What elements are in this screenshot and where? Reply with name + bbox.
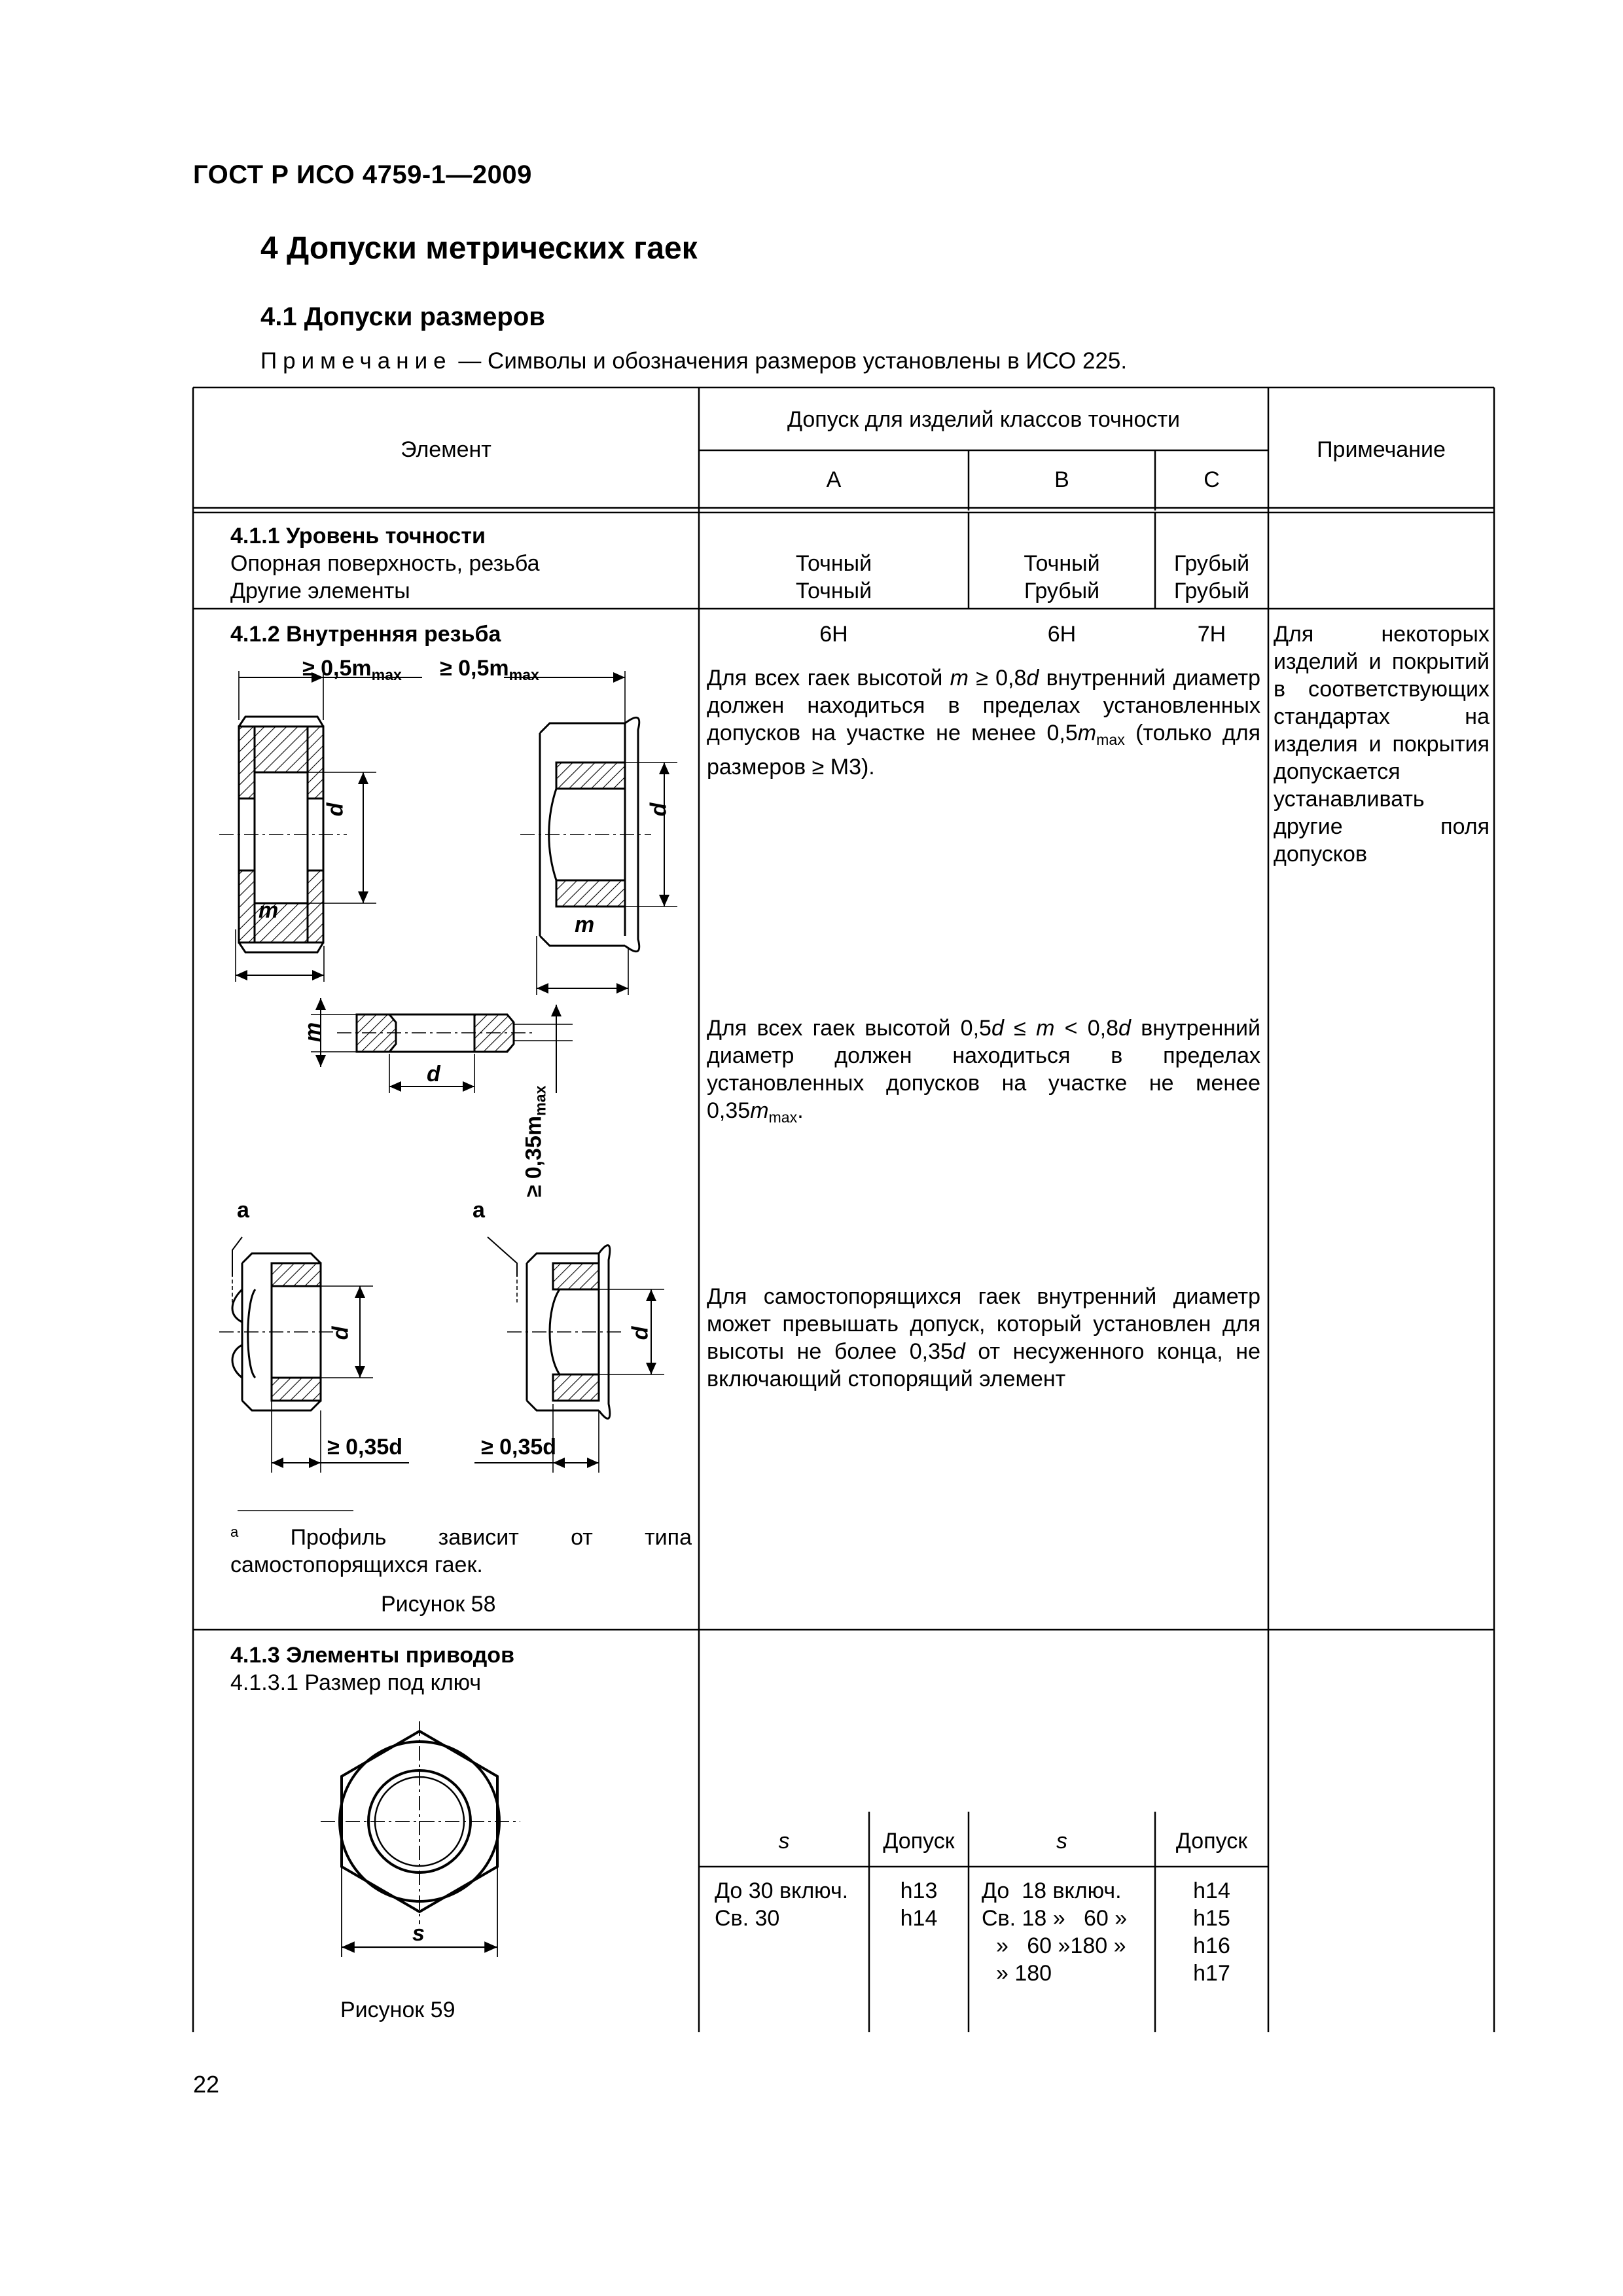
row1-a1: Точный: [795, 551, 872, 576]
fig59-caption: Рисунок 59: [340, 1998, 455, 2022]
fig58-label-m035: ≥ $0,35m_{max}$: [521, 1085, 549, 1198]
footnote-mark: a: [230, 1524, 239, 1540]
fig58-label-half-m-left: ≥ $0,5m_{max}$: [302, 656, 402, 683]
col-element-header: Элемент: [401, 437, 491, 462]
bc-tol-2: h15: [1193, 1906, 1230, 1931]
a-s-2: Св. 30: [715, 1906, 780, 1931]
document-code: ГОСТ Р ИСО 4759-1—2009: [193, 160, 532, 189]
nut-self-locking-left: [219, 1253, 337, 1410]
row2-note: Для некоторых изделий и покрытий в соответствующих стандартах на изделия и покрытия допускается устанавливать другие поля допусков: [1274, 622, 1489, 867]
row2-a: 6H: [819, 622, 848, 647]
subhead-s-bc: s: [1056, 1829, 1067, 1854]
a-tol-1: h13: [900, 1878, 938, 1903]
nut-self-locking-flange: [507, 1246, 625, 1419]
row2-text-3: Для самостопорящихся гаек внутренний диаметр может превышать допуск, который установлен для высоты не более 0,35d от несуженного конца, не включающий стопорящий элемент: [707, 1284, 1260, 1391]
fig58-label-d-thin: d: [427, 1062, 440, 1086]
a-tol-2: h14: [900, 1906, 938, 1931]
row2-text-1: Для всех гаек высотой m ≥ 0,8d внутренний диаметр должен находиться в пределах установленных допусков на участке не менее $0,5m_{max}$ (только для размеров ≥ M3).: [707, 666, 1261, 780]
col-a-header: A: [826, 467, 842, 492]
fig58-label-d-4: d: [628, 1326, 653, 1340]
fig58-label-a-left: a: [237, 1198, 249, 1223]
subhead-tol-a: Допуск: [883, 1829, 955, 1854]
fig58-label-d035-left: ≥ 0,35d: [327, 1435, 403, 1460]
note-text: — Символы и обозначения размеров установлены в ИСО 225.: [452, 348, 1128, 374]
row1-b1: Точный: [1024, 551, 1100, 576]
fig58-label-m-thin: m: [300, 1022, 326, 1043]
fig58-caption: Рисунок 58: [381, 1592, 496, 1617]
row2-text-2: Для всех гаек высотой 0,5d ≤ m < 0,8d внутренний диаметр должен находиться в пределах установленных допусков на участке не менее $0,35m_{max}$.: [707, 1016, 1261, 1126]
bc-tol-3: h16: [1193, 1933, 1230, 1958]
bc-s-4: » 180: [996, 1961, 1052, 1986]
row1-line2: Другие элементы: [230, 579, 410, 603]
row3-title: 4.1.3 Элементы приводов: [230, 1643, 514, 1668]
note-label: Примечание: [260, 348, 452, 374]
figure-58: [193, 609, 699, 1630]
figure-59: [193, 1630, 699, 2032]
row1-line1: Опорная поверхность, резьба: [230, 551, 540, 576]
page-number: 22: [193, 2071, 220, 2098]
nut-thin-section: [337, 1014, 533, 1052]
fig58-label-m-left: m: [259, 898, 279, 923]
col-c-header: C: [1204, 467, 1220, 492]
row1-a2: Точный: [795, 579, 872, 603]
row1-c2: Грубый: [1173, 579, 1250, 603]
row2-c: 7H: [1197, 622, 1226, 647]
nut-plain-section: [219, 717, 347, 952]
fig58-label-d-1: d: [323, 802, 348, 817]
bc-tol-4: h17: [1193, 1961, 1230, 1986]
a-s-1: До 30 включ.: [715, 1878, 849, 1903]
subhead-s-a: s: [778, 1829, 790, 1854]
fig58-label-m-right: m: [575, 912, 595, 937]
fig58-label-half-m-right: ≥ $0,5m_{max}$: [440, 656, 539, 683]
subhead-tol-bc: Допуск: [1175, 1829, 1248, 1854]
row1-title: 4.1.1 Уровень точности: [230, 524, 486, 548]
fig59-label-s: s: [412, 1921, 425, 1946]
fig58-label-a-right: a: [473, 1198, 485, 1223]
row2-title: 4.1.2 Внутренняя резьба: [230, 622, 501, 647]
bc-tol-1: h14: [1193, 1878, 1230, 1903]
fig58-label-d035-right: ≥ 0,35d: [481, 1435, 557, 1460]
bc-s-2: Св. 18 » 60 »: [982, 1906, 1128, 1931]
section-title: 4 Допуски метрических гаек: [260, 231, 698, 266]
fig58-footnote: [230, 1518, 692, 1579]
fig58-label-d-2: d: [646, 802, 671, 817]
row3-subtitle: 4.1.3.1 Размер под ключ: [230, 1670, 482, 1695]
fig58-label-d-3: d: [328, 1326, 353, 1340]
col-note-header: Примечание: [1317, 437, 1446, 462]
bc-s-3: » 60 »180 »: [996, 1933, 1126, 1958]
footnote-text: Профиль зависит от типа самостопорящихся гаек.: [230, 1525, 692, 1578]
col-tolerance-header: Допуск для изделий классов точности: [787, 407, 1181, 432]
subsection-title: 4.1 Допуски размеров: [260, 302, 545, 331]
bc-s-1: До 18 включ.: [982, 1878, 1122, 1903]
row2-b: 6H: [1047, 622, 1077, 647]
row1-c1: Грубый: [1173, 551, 1250, 576]
row1-b2: Грубый: [1024, 579, 1100, 603]
col-b-header: B: [1054, 467, 1069, 492]
